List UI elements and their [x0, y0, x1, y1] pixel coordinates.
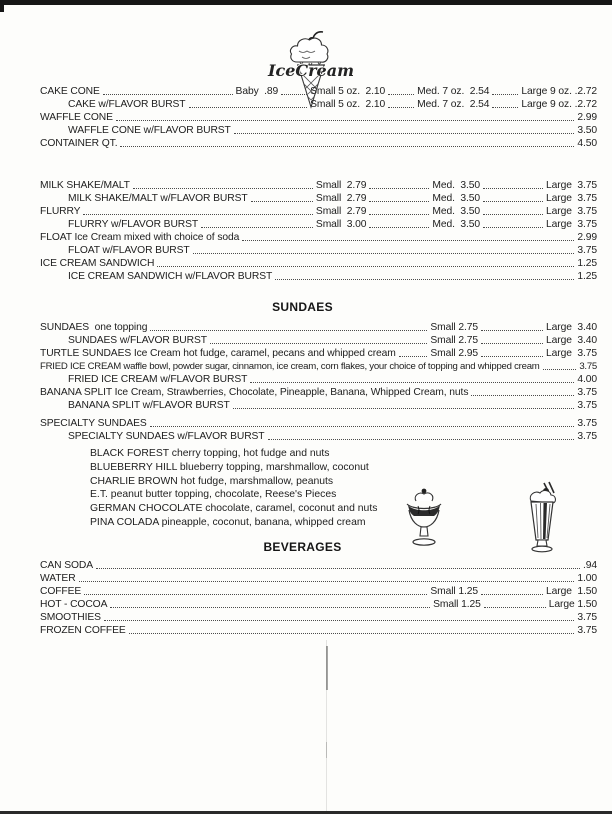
menu-item-row: [40, 97, 597, 110]
section-shakes: [40, 178, 597, 282]
dot-leader: [484, 607, 546, 608]
item-name: WAFFLE CONE: [40, 112, 113, 123]
dot-leader: [133, 188, 313, 189]
specialty-flavor-item: E.T. peanut butter topping, chocolate, Reese's Pieces: [90, 489, 337, 501]
size-price: Med. 3.50: [432, 180, 480, 191]
dot-leader: [483, 227, 543, 228]
menu-item-row: [40, 230, 597, 243]
item-price: Large 3.75: [546, 193, 597, 204]
menu-item-row: [40, 110, 597, 123]
item-name: SMOOTHIES: [40, 611, 101, 623]
item-price: 3.75: [579, 361, 597, 372]
sundae-glass-icon: [402, 486, 446, 552]
menu-item-row: [40, 623, 597, 636]
item-name: CAN SODA: [40, 559, 93, 571]
item-name: MILK SHAKE/MALT w/FLAVOR BURST: [68, 193, 248, 204]
menu-item-row: [40, 429, 597, 442]
dot-leader: [543, 369, 577, 370]
item-name: FLURRY w/FLAVOR BURST: [68, 219, 199, 230]
dot-leader: [275, 279, 574, 280]
item-name: HOT - COCOA: [40, 598, 108, 610]
dot-leader: [84, 594, 427, 595]
menu-item-row: [40, 191, 597, 204]
dot-leader: [471, 395, 574, 396]
dot-leader: [110, 607, 430, 608]
item-price: Large 3.75: [546, 180, 597, 191]
dot-leader: [116, 120, 574, 121]
size-price: Med. 3.50: [432, 219, 480, 230]
scan-corner-mark: [0, 0, 4, 12]
section-cones: [40, 84, 597, 149]
menu-item-row: [40, 333, 597, 346]
menu-item-row: [40, 320, 597, 333]
item-name: FLURRY: [40, 206, 81, 217]
item-price: Large 9 oz. .2.72: [521, 99, 597, 110]
item-price: 3.50: [577, 125, 597, 136]
dot-leader: [210, 343, 427, 344]
item-price: 3.75: [577, 431, 597, 442]
item-name: FRIED ICE CREAM w/FLAVOR BURST: [68, 374, 248, 385]
item-price: 2.99: [577, 232, 597, 243]
dot-leader: [481, 330, 543, 331]
dot-leader: [481, 594, 543, 595]
item-price: Large 3.75: [546, 206, 597, 217]
item-name: FLOAT w/FLAVOR BURST: [68, 245, 190, 256]
dot-leader: [281, 94, 307, 95]
item-price: 1.25: [577, 271, 597, 282]
item-name: CONTAINER QT.: [40, 138, 118, 149]
dot-leader: [104, 620, 574, 621]
item-price: 3.75: [577, 624, 597, 636]
size-price: Small 2.75: [430, 335, 478, 346]
specialty-flavor-item: BLUEBERRY HILL blueberry topping, marshmallow, coconut: [90, 461, 369, 473]
logo-text: IceCream: [267, 61, 355, 80]
section-heading-sundaes: SUNDAES: [272, 300, 333, 314]
scan-border-top: [0, 0, 612, 5]
size-price: Baby .89: [235, 86, 279, 97]
dot-leader: [369, 214, 429, 215]
size-price: Small 1.25: [433, 598, 481, 610]
item-name: FROZEN COFFEE: [40, 624, 126, 636]
menu-item-row: [40, 359, 597, 372]
menu-item-row: [40, 416, 597, 429]
milkshake-glass-icon: [522, 480, 562, 556]
item-price: Large 3.75: [546, 219, 597, 230]
size-price: Small 5 oz. 2.10: [310, 99, 386, 110]
menu-item-row: [40, 123, 597, 136]
size-price: Small 3.00: [315, 219, 367, 230]
item-price: Large 1.50: [546, 585, 597, 597]
item-name: CAKE CONE: [40, 86, 100, 97]
dot-leader: [481, 343, 543, 344]
specialty-flavor-item: PINA COLADA pineapple, coconut, banana, whipped cream: [90, 516, 366, 528]
menu-body: [40, 84, 597, 636]
dot-leader: [189, 107, 308, 108]
item-price: Large 3.40: [546, 335, 597, 346]
dot-leader: [193, 253, 575, 254]
menu-item-row: [40, 217, 597, 230]
dot-leader: [129, 633, 575, 634]
menu-item-row: [40, 204, 597, 217]
dot-leader: [483, 214, 543, 215]
dot-leader: [79, 581, 575, 582]
dot-leader: [369, 188, 429, 189]
item-price: 3.75: [577, 387, 597, 398]
dot-leader: [251, 201, 313, 202]
item-name: MILK SHAKE/MALT: [40, 180, 130, 191]
dot-leader: [388, 94, 414, 95]
item-name: SUNDAES one topping: [40, 322, 148, 333]
item-name: FRIED ICE CREAM waffle bowl, powder sugar, cinnamon, ice cream, corn flakes, your choice of topping and whipped cream: [40, 361, 540, 372]
item-name: BANANA SPLIT Ice Cream, Strawberries, Chocolate, Pineapple, Banana, Whipped Cream, nuts: [40, 387, 469, 398]
dot-leader: [250, 382, 574, 383]
item-price: 3.75: [577, 400, 597, 411]
menu-item-row: [40, 136, 597, 149]
dot-leader: [150, 426, 575, 427]
menu-item-row: [40, 398, 597, 411]
dot-leader: [268, 439, 575, 440]
item-price: 1.25: [577, 258, 597, 269]
size-price: Small 2.75: [430, 322, 478, 333]
dot-leader: [388, 107, 414, 108]
item-price: 3.75: [577, 611, 597, 623]
item-name: SPECIALTY SUNDAES w/FLAVOR BURST: [68, 431, 265, 442]
page-fold-mark: [326, 646, 328, 690]
item-name: WATER: [40, 572, 76, 584]
menu-item-row: [40, 571, 597, 584]
item-name: SUNDAES w/FLAVOR BURST: [68, 335, 207, 346]
menu-item-row: [40, 584, 597, 597]
section-sundaes: [40, 300, 597, 530]
item-price: 2.99: [577, 112, 597, 123]
dot-leader: [120, 146, 574, 147]
dot-leader: [103, 94, 233, 95]
size-price: Small 2.79: [315, 180, 367, 191]
size-price: Small 1.25: [430, 585, 478, 597]
specialty-flavor-item: CHARLIE BROWN hot fudge, marshmallow, peanuts: [90, 475, 334, 487]
dot-leader: [492, 107, 518, 108]
item-price: 3.75: [577, 418, 597, 429]
menu-item-row: [40, 256, 597, 269]
item-price: Large 9 oz. .2.72: [521, 86, 597, 97]
item-price: .94: [582, 559, 597, 571]
item-price: 4.50: [577, 138, 597, 149]
dot-leader: [369, 201, 429, 202]
size-price: Small 2.79: [315, 193, 367, 204]
dot-leader: [483, 188, 543, 189]
menu-item-row: [40, 346, 597, 359]
item-name: CAKE w/FLAVOR BURST: [68, 99, 186, 110]
size-price: Med. 7 oz. 2.54: [417, 99, 490, 110]
size-price: Med. 3.50: [432, 206, 480, 217]
menu-item-row: [40, 597, 597, 610]
menu-item-row: [40, 372, 597, 385]
item-name: BANANA SPLIT w/FLAVOR BURST: [68, 400, 230, 411]
specialty-flavor-item: BLACK FOREST cherry topping, hot fudge and nuts: [90, 448, 330, 459]
size-price: Med. 7 oz. 2.54: [417, 86, 490, 97]
menu-item-row: [40, 84, 597, 97]
item-price: Large 1.50: [548, 598, 597, 610]
dot-leader: [234, 133, 575, 134]
dot-leader: [369, 227, 429, 228]
size-price: Med. 3.50: [432, 193, 480, 204]
size-price: Small 5 oz. 2.10: [310, 86, 386, 97]
section-heading-beverages: BEVERAGES: [263, 539, 342, 554]
dot-leader: [83, 214, 313, 215]
item-name: WAFFLE CONE w/FLAVOR BURST: [68, 125, 231, 136]
menu-item-row: [40, 178, 597, 191]
dot-leader: [96, 568, 580, 569]
dot-leader: [399, 356, 428, 357]
dot-leader: [481, 356, 543, 357]
dot-leader: [242, 240, 574, 241]
item-name: ICE CREAM SANDWICH: [40, 258, 155, 269]
item-name: COFFEE: [40, 585, 82, 597]
item-price: 4.00: [577, 374, 597, 385]
item-price: 3.75: [577, 245, 597, 256]
dot-leader: [492, 94, 518, 95]
menu-item-row: [40, 610, 597, 623]
dot-leader: [157, 266, 574, 267]
item-price: Large 3.75: [546, 348, 597, 359]
specialty-flavor-item: GERMAN CHOCOLATE chocolate, caramel, coconut and nuts: [90, 503, 378, 515]
size-price: Small 2.79: [315, 206, 367, 217]
dot-leader: [233, 408, 575, 409]
page-fold-mark-faint: [326, 742, 327, 758]
item-price: Large 3.40: [546, 322, 597, 333]
item-name: FLOAT Ice Cream mixed with choice of soda: [40, 232, 240, 243]
size-price: Small 2.95: [430, 348, 478, 359]
menu-item-row: [40, 243, 597, 256]
dot-leader: [201, 227, 313, 228]
menu-item-row: [40, 558, 597, 571]
item-name: ICE CREAM SANDWICH w/FLAVOR BURST: [68, 271, 273, 282]
item-name: TURTLE SUNDAES Ice Cream hot fudge, caramel, pecans and whipped cream: [40, 348, 396, 359]
dot-leader: [150, 330, 427, 331]
dot-leader: [483, 201, 543, 202]
item-price: 1.00: [577, 572, 597, 584]
section-beverages: [40, 540, 597, 636]
menu-item-row: [40, 269, 597, 282]
menu-item-row: [40, 385, 597, 398]
item-name: SPECIALTY SUNDAES: [40, 418, 147, 429]
